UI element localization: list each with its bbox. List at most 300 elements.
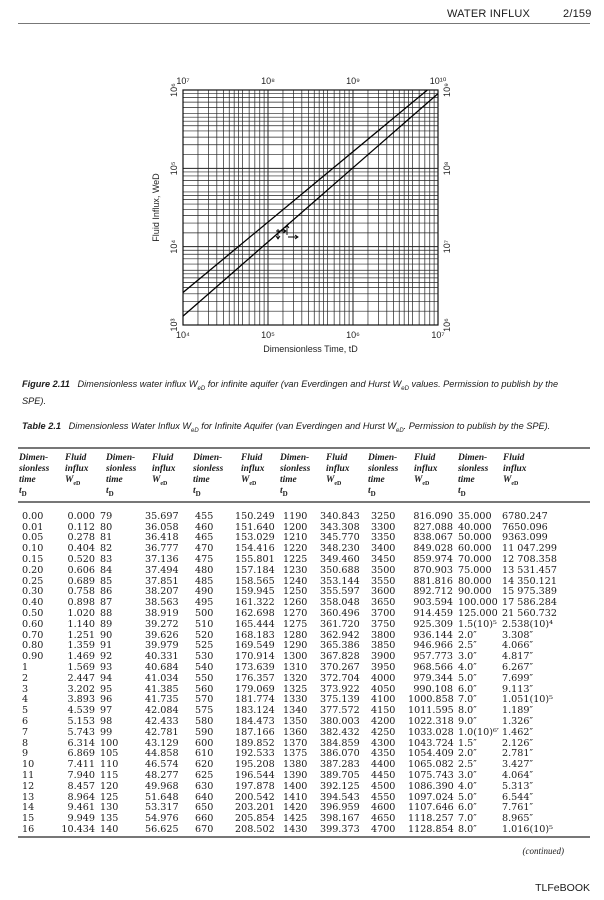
cell-dimensionless-time: 92: [100, 651, 113, 663]
y-tick-label: 10³: [169, 318, 179, 332]
cell-fluid-influx: 7650.096: [502, 521, 548, 533]
cell-dimensionless-time: 4.0″: [458, 662, 477, 674]
cell-dimensionless-time: 3250: [371, 510, 396, 522]
cell-fluid-influx: 387.283: [320, 759, 360, 771]
cell-dimensionless-time: 1360: [283, 726, 308, 738]
cell-dimensionless-time: 1380: [283, 759, 308, 771]
cell-fluid-influx: 196.544: [235, 770, 275, 781]
cell-fluid-influx: 40.331: [145, 651, 179, 663]
cell-dimensionless-time: 13: [22, 791, 35, 803]
cell-dimensionless-time: 85: [100, 575, 113, 587]
cell-fluid-influx: 8.964: [67, 791, 95, 803]
cell-fluid-influx: 372.704: [320, 672, 360, 684]
cell-fluid-influx: 4.066″: [502, 640, 534, 652]
cell-fluid-influx: 2.781″: [502, 748, 534, 760]
cell-fluid-influx: 176.357: [235, 672, 275, 684]
cell-dimensionless-time: 3550: [371, 575, 396, 587]
cell-dimensionless-time: 1340: [283, 705, 308, 717]
cell-fluid-influx: 203.201: [235, 802, 275, 814]
cell-fluid-influx: 1000.858: [408, 694, 454, 706]
cell-dimensionless-time: 4350: [371, 748, 396, 760]
cell-fluid-influx: 42.084: [145, 705, 179, 717]
table-bottom-rule: [18, 836, 590, 838]
cell-fluid-influx: 903.594: [413, 597, 453, 609]
cell-fluid-influx: 914.459: [413, 608, 453, 620]
cell-dimensionless-time: 80.000: [458, 575, 492, 587]
cell-fluid-influx: 8.457: [67, 780, 95, 792]
header-line: sionless: [458, 464, 489, 474]
cell-fluid-influx: 1054.409: [408, 748, 454, 760]
cell-fluid-influx: 39.626: [145, 629, 179, 641]
cell-fluid-influx: 365.386: [320, 640, 360, 652]
cell-dimensionless-time: 475: [195, 554, 214, 566]
cell-dimensionless-time: 60.000: [458, 543, 492, 555]
cell-fluid-influx: 345.770: [320, 532, 360, 544]
cell-dimensionless-time: 1330: [283, 694, 308, 706]
cell-dimensionless-time: 95: [100, 683, 113, 695]
x-tick-label: 10⁶: [346, 330, 360, 340]
cell-dimensionless-time: 530: [195, 651, 214, 663]
cell-dimensionless-time: 600: [195, 737, 214, 749]
cell-fluid-influx: 38.919: [145, 608, 179, 620]
cell-dimensionless-time: 6.0″: [458, 683, 477, 695]
cell-fluid-influx: 1118.257: [408, 813, 454, 825]
header-line: Fluid: [503, 453, 525, 463]
cell-fluid-influx: 990.108: [413, 683, 453, 695]
cell-dimensionless-time: 0.40: [22, 597, 44, 609]
header-line: sionless: [368, 464, 399, 474]
cell-fluid-influx: 41.385: [145, 683, 179, 695]
cell-dimensionless-time: 4: [22, 694, 29, 706]
header-line: sionless: [106, 464, 137, 474]
table-row: [18, 506, 590, 523]
cell-fluid-influx: 5.313″: [502, 780, 534, 792]
cell-fluid-influx: 9363.099: [502, 532, 548, 544]
cell-dimensionless-time: 640: [195, 791, 214, 803]
cell-dimensionless-time: 93: [100, 662, 113, 674]
cell-fluid-influx: 9.113″: [502, 683, 534, 695]
cell-fluid-influx: 8.965″: [502, 813, 534, 825]
cell-fluid-influx: 1128.854: [408, 823, 454, 835]
cell-dimensionless-time: 90.000: [458, 586, 492, 598]
cell-fluid-influx: 11 047.299: [502, 543, 557, 555]
cell-dimensionless-time: 0.15: [22, 554, 44, 566]
cell-fluid-influx: 979.344: [413, 672, 453, 684]
cell-dimensionless-time: 3600: [371, 586, 396, 598]
cell-dimensionless-time: 500: [195, 608, 214, 620]
cell-fluid-influx: 9.949: [67, 813, 95, 825]
cell-fluid-influx: 343.308: [320, 521, 360, 533]
cell-dimensionless-time: 2.5″: [458, 759, 477, 771]
cell-fluid-influx: 0.758: [67, 586, 95, 598]
cell-dimensionless-time: 83: [100, 554, 113, 566]
cell-fluid-influx: 1065.082: [408, 759, 454, 771]
header-line: influx: [414, 464, 438, 474]
cell-dimensionless-time: 120: [100, 780, 119, 792]
header-line: time: [368, 475, 385, 485]
cell-fluid-influx: 925.309: [413, 618, 453, 630]
cell-dimensionless-time: 105: [100, 748, 119, 760]
cell-fluid-influx: 1.569: [67, 662, 95, 674]
x-tick-label: 10⁴: [176, 330, 190, 340]
cell-fluid-influx: 360.496: [320, 608, 360, 620]
cell-dimensionless-time: 5.0″: [458, 791, 477, 803]
cell-fluid-influx: 53.317: [145, 802, 179, 814]
cell-dimensionless-time: 1325: [283, 683, 308, 695]
cell-dimensionless-time: 4300: [371, 737, 396, 749]
cell-fluid-influx: 1.051(10)⁵: [502, 694, 554, 706]
cell-dimensionless-time: 2.0″: [458, 748, 477, 760]
header-subscript: D: [108, 489, 114, 498]
cell-fluid-influx: 1011.595: [408, 705, 454, 717]
cell-fluid-influx: 0.898: [67, 597, 95, 609]
cell-fluid-influx: 355.597: [320, 586, 360, 598]
header-line: time: [280, 475, 297, 485]
cell-fluid-influx: 4.539: [67, 705, 95, 717]
cell-fluid-influx: 12 708.358: [502, 554, 557, 566]
cell-dimensionless-time: 0.90: [22, 651, 44, 663]
cell-fluid-influx: 48.277: [145, 770, 179, 781]
cell-fluid-influx: 44.858: [145, 748, 179, 760]
cell-dimensionless-time: 7.0″: [458, 813, 477, 825]
cell-fluid-influx: 7.940: [67, 770, 95, 781]
cell-dimensionless-time: 94: [100, 672, 113, 684]
cell-fluid-influx: 3.202: [67, 683, 95, 695]
cell-fluid-influx: 0.606: [67, 564, 95, 576]
cell-dimensionless-time: 3500: [371, 564, 396, 576]
series-line-1: [183, 90, 427, 292]
cell-fluid-influx: 1.016(10)⁵: [502, 823, 554, 835]
cell-dimensionless-time: 0.05: [22, 532, 44, 544]
cell-fluid-influx: 3.427″: [502, 759, 534, 771]
cell-dimensionless-time: 510: [195, 618, 214, 630]
cell-dimensionless-time: 5: [22, 705, 29, 717]
header-symbol: t: [280, 486, 283, 496]
cell-fluid-influx: 348.230: [320, 543, 360, 555]
cell-fluid-influx: 968.566: [413, 662, 453, 674]
figure-caption: [22, 378, 582, 407]
header-line: influx: [152, 464, 176, 474]
cell-fluid-influx: 1.462″: [502, 726, 534, 738]
cell-fluid-influx: 2.126″: [502, 737, 534, 749]
right-tick-label: 10⁹: [442, 83, 452, 97]
cell-fluid-influx: 398.167: [320, 813, 360, 825]
cell-fluid-influx: 38.207: [145, 586, 179, 598]
cell-dimensionless-time: 465: [195, 532, 214, 544]
cell-fluid-influx: 15 975.389: [502, 586, 557, 598]
header-subscript: D: [195, 489, 201, 498]
column-header-influx: [145, 452, 185, 506]
cell-dimensionless-time: 7.0″: [458, 694, 477, 706]
header-line: sionless: [280, 464, 311, 474]
cell-fluid-influx: 386.070: [320, 748, 360, 760]
header-symbol: t: [368, 486, 371, 496]
cell-fluid-influx: 151.640: [235, 521, 275, 533]
cell-dimensionless-time: 90: [100, 629, 113, 641]
cell-dimensionless-time: 15: [22, 813, 35, 825]
header-symbol: W: [65, 475, 74, 485]
cell-fluid-influx: 3.308″: [502, 629, 534, 641]
cell-dimensionless-time: 610: [195, 748, 214, 760]
header-line: Dimen-: [280, 453, 310, 463]
cell-fluid-influx: 197.878: [235, 780, 275, 792]
cell-fluid-influx: 158.565: [235, 575, 275, 587]
header-subscript: eD: [334, 480, 342, 487]
cell-fluid-influx: 37.136: [145, 554, 179, 566]
cell-dimensionless-time: 80: [100, 521, 113, 533]
cell-fluid-influx: 49.968: [145, 780, 179, 792]
cell-dimensionless-time: 10: [22, 759, 35, 771]
cell-dimensionless-time: 91: [100, 640, 113, 652]
table-header-rule: [18, 501, 590, 503]
cell-fluid-influx: 367.828: [320, 651, 360, 663]
header-line: influx: [241, 464, 265, 474]
cell-dimensionless-time: 1410: [283, 791, 308, 803]
cell-fluid-influx: 37.851: [145, 575, 179, 587]
header-line: sionless: [19, 464, 50, 474]
cell-fluid-influx: 36.058: [145, 521, 179, 533]
cell-dimensionless-time: 1220: [283, 543, 308, 555]
cell-dimensionless-time: 580: [195, 716, 214, 728]
cell-fluid-influx: 350.688: [320, 564, 360, 576]
cell-fluid-influx: 399.373: [320, 823, 360, 835]
cell-fluid-influx: 43.129: [145, 737, 179, 749]
caption-sub: eD: [396, 427, 404, 434]
cell-fluid-influx: 51.648: [145, 791, 179, 803]
cell-dimensionless-time: 460: [195, 521, 214, 533]
cell-fluid-influx: 37.494: [145, 564, 179, 576]
cell-dimensionless-time: 1270: [283, 608, 308, 620]
cell-dimensionless-time: 79: [100, 510, 113, 522]
cell-fluid-influx: 56.625: [145, 823, 179, 835]
table-label: Table 2.1: [22, 421, 61, 431]
cell-dimensionless-time: 1290: [283, 640, 308, 652]
plot-frame: [183, 90, 438, 325]
cell-fluid-influx: 936.144: [413, 629, 453, 641]
cell-dimensionless-time: 98: [100, 716, 113, 728]
cell-fluid-influx: 859.974: [413, 554, 453, 566]
cell-fluid-influx: 881.816: [413, 575, 453, 587]
cell-fluid-influx: 6.869: [67, 748, 95, 760]
table-header-row: [18, 452, 590, 506]
top-tick-label: 10¹⁰: [429, 76, 447, 86]
cell-fluid-influx: 157.184: [235, 564, 275, 576]
cell-fluid-influx: 838.067: [413, 532, 453, 544]
cell-dimensionless-time: 99: [100, 726, 113, 738]
cell-fluid-influx: 946.966: [413, 640, 453, 652]
cell-fluid-influx: 38.563: [145, 597, 179, 609]
cell-fluid-influx: 373.922: [320, 683, 360, 695]
header-line: Dimen-: [19, 453, 49, 463]
cell-fluid-influx: 41.735: [145, 694, 179, 706]
right-tick-label: 10⁷: [442, 240, 452, 254]
x-axis-label: Dimensionless Time, tD: [263, 344, 358, 354]
cell-dimensionless-time: 4.0″: [458, 780, 477, 792]
cell-dimensionless-time: 0.20: [22, 564, 44, 576]
header-line: Fluid: [326, 453, 348, 463]
cell-dimensionless-time: 630: [195, 780, 214, 792]
cell-fluid-influx: 1107.646: [408, 802, 454, 814]
cell-dimensionless-time: 16: [22, 823, 35, 835]
cell-dimensionless-time: 3: [22, 683, 29, 695]
cell-fluid-influx: 361.720: [320, 618, 360, 630]
cell-dimensionless-time: 1225: [283, 554, 308, 566]
figure-label: Figure 2.11: [22, 379, 70, 389]
header-subscript: eD: [160, 480, 168, 487]
cell-fluid-influx: 36.777: [145, 543, 179, 555]
cell-fluid-influx: 40.684: [145, 662, 179, 674]
header-symbol: W: [152, 475, 161, 485]
cell-fluid-influx: 1033.028: [408, 726, 454, 738]
header-subscript: D: [370, 489, 376, 498]
cell-fluid-influx: 349.460: [320, 554, 360, 566]
cell-fluid-influx: 195.208: [235, 759, 275, 771]
cell-fluid-influx: 42.781: [145, 726, 179, 738]
caption-text: values. Permission to publish by the SPE).: [22, 379, 559, 406]
cell-dimensionless-time: 3800: [371, 629, 396, 641]
cell-fluid-influx: 1043.724: [408, 737, 454, 749]
header-line: influx: [503, 464, 527, 474]
column-header-influx: [408, 452, 455, 506]
header-symbol: t: [19, 486, 22, 496]
caption-text: for Infinite Aquifer (van Everdingen and Hurst W: [201, 421, 396, 431]
header-line: sionless: [193, 464, 224, 474]
cell-fluid-influx: 816.090: [413, 510, 453, 522]
cell-fluid-influx: 0.000: [67, 510, 95, 522]
cell-dimensionless-time: 4600: [371, 802, 396, 814]
header-subscript: eD: [73, 480, 81, 487]
cell-dimensionless-time: 5.0″: [458, 672, 477, 684]
cell-fluid-influx: 2.447: [67, 672, 95, 684]
running-header-section: WATER INFLUX: [447, 8, 531, 20]
column-header-influx: [320, 452, 360, 506]
cell-dimensionless-time: 4650: [371, 813, 396, 825]
cell-dimensionless-time: 35.000: [458, 510, 492, 522]
column-header-influx: [500, 452, 590, 506]
cell-fluid-influx: 39.272: [145, 618, 179, 630]
cell-dimensionless-time: 495: [195, 597, 214, 609]
cell-fluid-influx: 1086.390: [408, 780, 454, 792]
header-line: Fluid: [65, 453, 87, 463]
right-tick-label: 10⁸: [442, 161, 452, 176]
cell-fluid-influx: 200.542: [235, 791, 275, 803]
cell-dimensionless-time: 1420: [283, 802, 308, 814]
cell-fluid-influx: 0.404: [67, 543, 95, 555]
header-subscript: eD: [249, 480, 257, 487]
cell-fluid-influx: 208.502: [235, 823, 275, 835]
cell-fluid-influx: 155.801: [235, 554, 275, 566]
cell-fluid-influx: 17 586.284: [502, 597, 557, 609]
cell-dimensionless-time: 1375: [283, 748, 308, 760]
cell-fluid-influx: 189.852: [235, 737, 275, 749]
y-tick-label: 10⁵: [169, 161, 179, 176]
cell-fluid-influx: 1097.024: [408, 791, 454, 803]
cell-fluid-influx: 179.069: [235, 683, 275, 695]
water-influx-table: [18, 452, 590, 836]
cell-fluid-influx: 168.183: [235, 629, 275, 641]
cell-fluid-influx: 165.444: [235, 618, 275, 630]
cell-fluid-influx: 6.314: [67, 737, 95, 749]
cell-fluid-influx: 1.326″: [502, 716, 534, 728]
table-row: [18, 825, 590, 836]
cell-fluid-influx: 870.903: [413, 564, 453, 576]
cell-fluid-influx: 6.267″: [502, 662, 534, 674]
cell-dimensionless-time: 4050: [371, 683, 396, 695]
cell-dimensionless-time: 550: [195, 672, 214, 684]
cell-dimensionless-time: 650: [195, 802, 214, 814]
continued-note: (continued): [522, 846, 564, 856]
cell-fluid-influx: 392.125: [320, 780, 360, 792]
cell-dimensionless-time: 480: [195, 564, 214, 576]
cell-dimensionless-time: 670: [195, 823, 214, 835]
cell-dimensionless-time: 4450: [371, 770, 396, 781]
header-symbol: W: [414, 475, 423, 485]
caption-text: Dimensionless Water Influx W: [68, 421, 192, 431]
cell-dimensionless-time: 1350: [283, 716, 308, 728]
cell-dimensionless-time: 82: [100, 543, 113, 555]
cell-dimensionless-time: 6.0″: [458, 802, 477, 814]
cell-fluid-influx: 154.416: [235, 543, 275, 555]
cell-fluid-influx: 10.434: [61, 823, 95, 835]
cell-dimensionless-time: 3700: [371, 608, 396, 620]
header-line: influx: [326, 464, 350, 474]
cell-fluid-influx: 0.112: [67, 521, 95, 533]
table-row: [18, 674, 590, 685]
header-line: Dimen-: [193, 453, 223, 463]
cell-dimensionless-time: 89: [100, 618, 113, 630]
cell-dimensionless-time: 3350: [371, 532, 396, 544]
header-line: Fluid: [241, 453, 263, 463]
cell-dimensionless-time: 8.0″: [458, 705, 477, 717]
cell-fluid-influx: 5.743: [67, 726, 95, 738]
cell-dimensionless-time: 40.000: [458, 521, 492, 533]
cell-fluid-influx: 892.712: [413, 586, 453, 598]
cell-dimensionless-time: 4100: [371, 694, 396, 706]
footer-source: TLFeBOOK: [535, 882, 590, 894]
cell-dimensionless-time: 625: [195, 770, 214, 781]
cell-fluid-influx: 162.698: [235, 608, 275, 620]
column-header-time: [18, 452, 60, 506]
cell-fluid-influx: 150.249: [235, 510, 275, 522]
cell-fluid-influx: 42.433: [145, 716, 179, 728]
cell-dimensionless-time: 1430: [283, 823, 308, 835]
column-header-time: [100, 452, 145, 506]
header-symbol: t: [193, 486, 196, 496]
cell-fluid-influx: 353.144: [320, 575, 360, 587]
cell-fluid-influx: 1075.743: [408, 770, 454, 781]
cell-dimensionless-time: 97: [100, 705, 113, 717]
column-header-time: [275, 452, 320, 506]
cell-dimensionless-time: 3.0″: [458, 770, 477, 781]
cell-dimensionless-time: 1260: [283, 597, 308, 609]
top-tick-label: 10⁸: [261, 76, 275, 86]
header-subscript: eD: [511, 480, 519, 487]
cell-dimensionless-time: 0.50: [22, 608, 44, 620]
cell-fluid-influx: 153.029: [235, 532, 275, 544]
cell-dimensionless-time: 6: [22, 716, 29, 728]
cell-dimensionless-time: 110: [100, 759, 119, 771]
cell-fluid-influx: 184.473: [235, 716, 275, 728]
cell-fluid-influx: 957.773: [413, 651, 453, 663]
cell-fluid-influx: 7.761″: [502, 802, 534, 814]
cell-dimensionless-time: 0.70: [22, 629, 44, 641]
table-row: [18, 782, 590, 793]
cell-fluid-influx: 6.544″: [502, 791, 534, 803]
cell-fluid-influx: 4.817″: [502, 651, 534, 663]
cell-dimensionless-time: 560: [195, 683, 214, 695]
cell-dimensionless-time: 1.0(10)⁶′: [458, 726, 499, 738]
arrow-icon-lower-curve: [285, 225, 298, 239]
